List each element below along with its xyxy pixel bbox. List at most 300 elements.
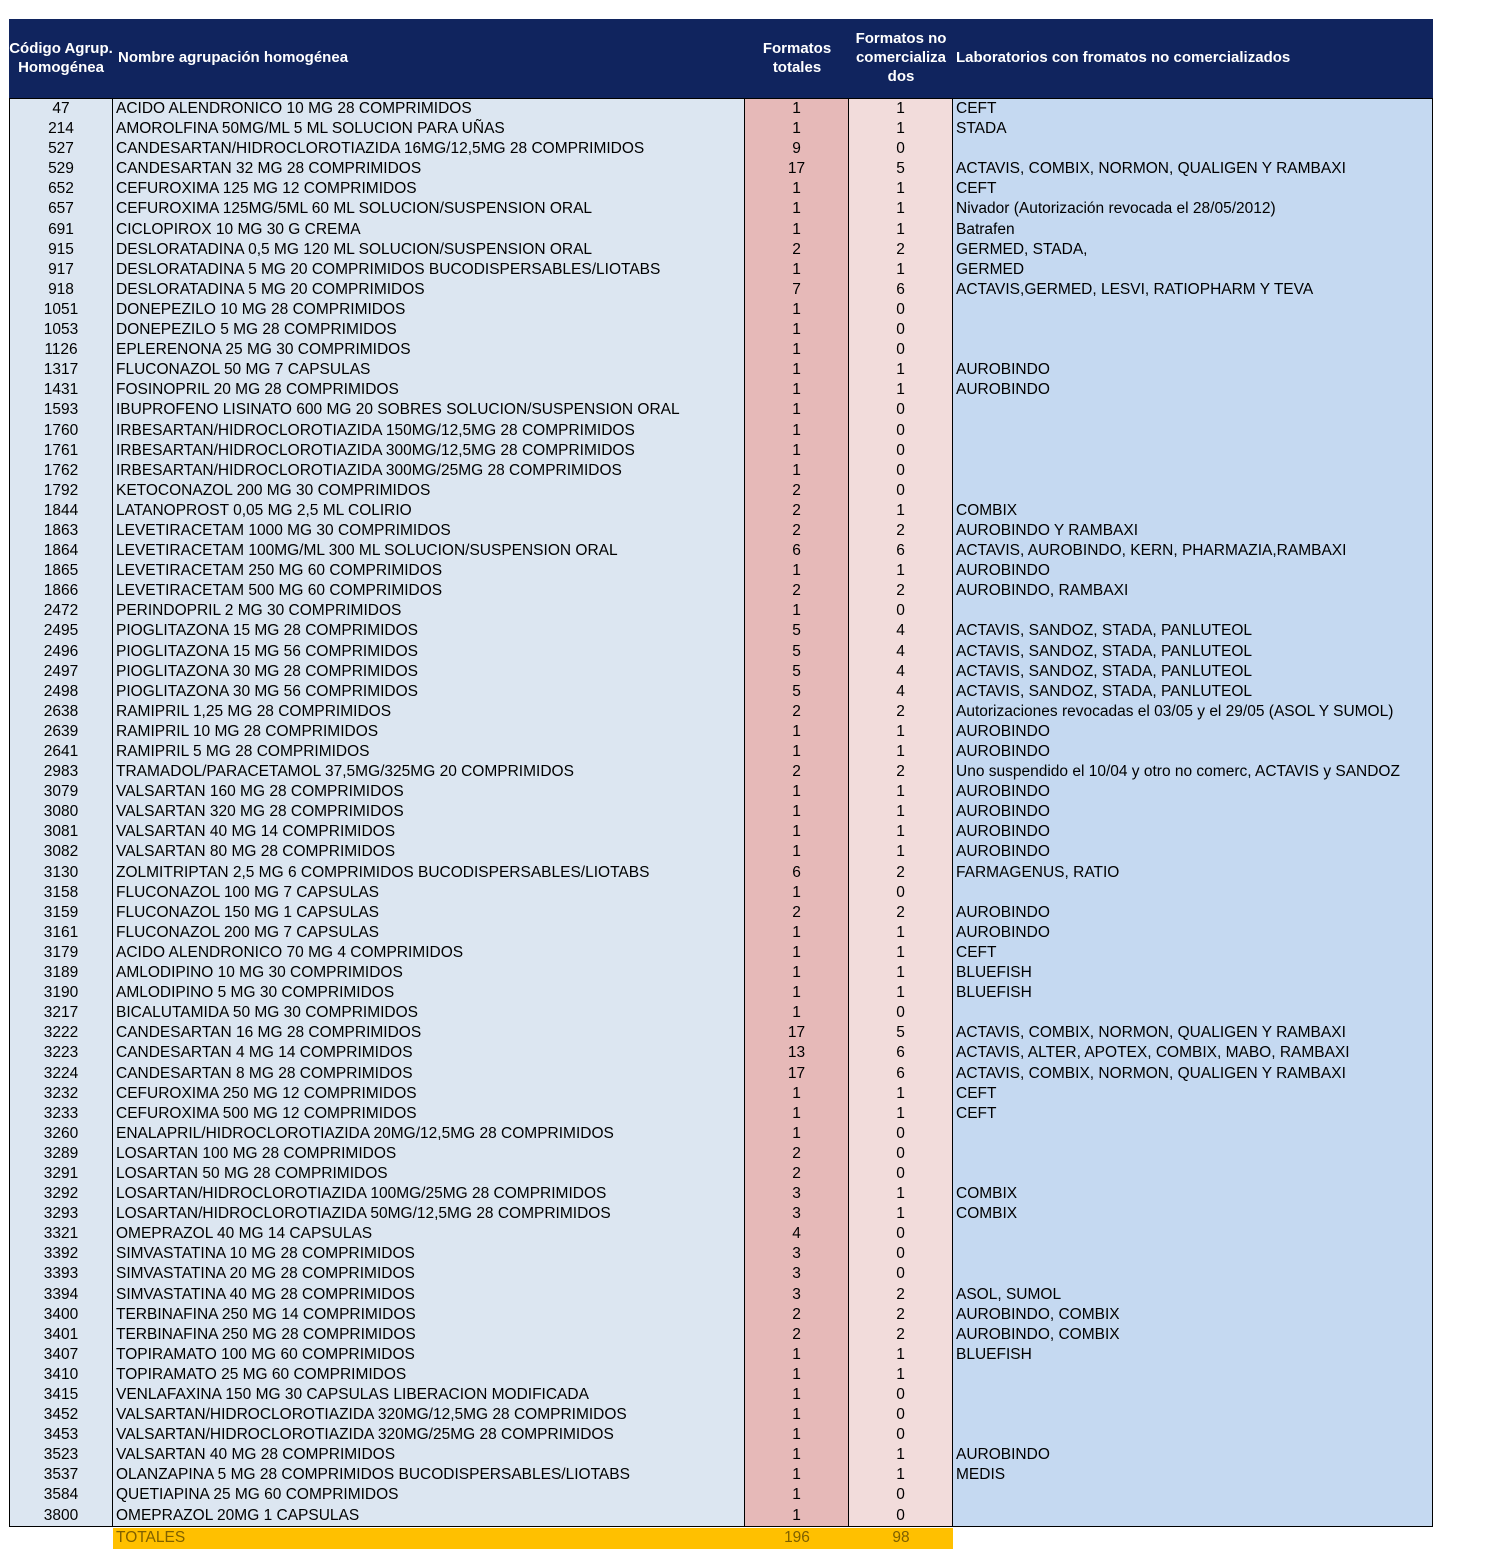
- cell-labs: STADA: [953, 119, 1432, 139]
- cell-total-formats: 1: [745, 1425, 849, 1445]
- cell-name: LOSARTAN 50 MG 28 COMPRIMIDOS: [113, 1164, 745, 1184]
- cell-total-formats: 1: [745, 400, 849, 420]
- cell-name: LEVETIRACETAM 1000 MG 30 COMPRIMIDOS: [113, 521, 745, 541]
- cell-code: 3537: [10, 1465, 113, 1485]
- cell-total-formats: 17: [745, 159, 849, 179]
- cell-name: OMEPRAZOL 20MG 1 CAPSULAS: [113, 1506, 745, 1526]
- cell-noncommercial-formats: 6: [849, 1064, 953, 1084]
- cell-labs: CEFT: [953, 179, 1432, 199]
- totals-row: [113, 1528, 953, 1549]
- cell-code: 3080: [10, 802, 113, 822]
- cell-noncommercial-formats: 6: [849, 1043, 953, 1063]
- cell-noncommercial-formats: 0: [849, 139, 953, 159]
- cell-labs: CEFT: [953, 943, 1432, 963]
- table-row: [10, 1244, 1432, 1264]
- cell-name: KETOCONAZOL 200 MG 30 COMPRIMIDOS: [113, 481, 745, 501]
- cell-noncommercial-formats: 1: [849, 119, 953, 139]
- cell-code: 3394: [10, 1285, 113, 1305]
- table-row: [10, 1104, 1432, 1124]
- cell-labs: ASOL, SUMOL: [953, 1285, 1432, 1305]
- cell-labs: [953, 421, 1432, 441]
- cell-noncommercial-formats: 2: [849, 903, 953, 923]
- cell-code: 2983: [10, 762, 113, 782]
- cell-code: 2496: [10, 642, 113, 662]
- cell-name: CEFUROXIMA 500 MG 12 COMPRIMIDOS: [113, 1104, 745, 1124]
- cell-total-formats: 1: [745, 601, 849, 621]
- cell-total-formats: 1: [745, 260, 849, 280]
- cell-noncommercial-formats: 0: [849, 461, 953, 481]
- cell-total-formats: 5: [745, 642, 849, 662]
- cell-noncommercial-formats: 0: [849, 441, 953, 461]
- cell-labs: AUROBINDO: [953, 842, 1432, 862]
- cell-noncommercial-formats: 0: [849, 1164, 953, 1184]
- cell-total-formats: 2: [745, 702, 849, 722]
- cell-noncommercial-formats: 4: [849, 642, 953, 662]
- table-row: [10, 521, 1432, 541]
- cell-name: BICALUTAMIDA 50 MG 30 COMPRIMIDOS: [113, 1003, 745, 1023]
- table-row: [10, 923, 1432, 943]
- table-row: [10, 601, 1432, 621]
- table-row: [10, 1164, 1432, 1184]
- table-row: [10, 1365, 1432, 1385]
- cell-name: LEVETIRACETAM 250 MG 60 COMPRIMIDOS: [113, 561, 745, 581]
- cell-code: 3800: [10, 1506, 113, 1526]
- cell-code: 691: [10, 220, 113, 240]
- cell-labs: Batrafen: [953, 220, 1432, 240]
- cell-total-formats: 1: [745, 360, 849, 380]
- cell-name: LATANOPROST 0,05 MG 2,5 ML COLIRIO: [113, 501, 745, 521]
- cell-total-formats: 1: [745, 1124, 849, 1144]
- cell-code: 3392: [10, 1244, 113, 1264]
- cell-name: TOPIRAMATO 100 MG 60 COMPRIMIDOS: [113, 1345, 745, 1365]
- cell-total-formats: 1: [745, 923, 849, 943]
- cell-noncommercial-formats: 0: [849, 1003, 953, 1023]
- table-row: [10, 642, 1432, 662]
- cell-labs: [953, 1003, 1432, 1023]
- cell-code: 3189: [10, 963, 113, 983]
- cell-noncommercial-formats: 1: [849, 179, 953, 199]
- cell-labs: [953, 1124, 1432, 1144]
- table-row: [10, 400, 1432, 420]
- cell-code: 1317: [10, 360, 113, 380]
- cell-noncommercial-formats: 1: [849, 1365, 953, 1385]
- cell-noncommercial-formats: 1: [849, 1345, 953, 1365]
- cell-noncommercial-formats: 1: [849, 360, 953, 380]
- cell-noncommercial-formats: 1: [849, 802, 953, 822]
- cell-code: 3293: [10, 1204, 113, 1224]
- cell-noncommercial-formats: 1: [849, 983, 953, 1003]
- cell-noncommercial-formats: 1: [849, 923, 953, 943]
- cell-total-formats: 1: [745, 119, 849, 139]
- table-row: [10, 963, 1432, 983]
- cell-labs: ACTAVIS,GERMED, LESVI, RATIOPHARM Y TEVA: [953, 280, 1432, 300]
- cell-noncommercial-formats: 0: [849, 481, 953, 501]
- cell-name: VALSARTAN 40 MG 28 COMPRIMIDOS: [113, 1445, 745, 1465]
- cell-name: ACIDO ALENDRONICO 10 MG 28 COMPRIMIDOS: [113, 99, 745, 119]
- cell-code: 2497: [10, 662, 113, 682]
- cell-labs: ACTAVIS, SANDOZ, STADA, PANLUTEOL: [953, 642, 1432, 662]
- table-row: [10, 139, 1432, 159]
- cell-code: 3407: [10, 1345, 113, 1365]
- cell-name: CANDESARTAN 32 MG 28 COMPRIMIDOS: [113, 159, 745, 179]
- table-row: [10, 762, 1432, 782]
- cell-total-formats: 3: [745, 1184, 849, 1204]
- table-row: [10, 561, 1432, 581]
- cell-total-formats: 1: [745, 1003, 849, 1023]
- cell-noncommercial-formats: 1: [849, 501, 953, 521]
- cell-total-formats: 1: [745, 1385, 849, 1405]
- cell-total-formats: 3: [745, 1204, 849, 1224]
- cell-name: AMOROLFINA 50MG/ML 5 ML SOLUCION PARA UÑAS: [113, 119, 745, 139]
- cell-labs: COMBIX: [953, 501, 1432, 521]
- table-row: [10, 1264, 1432, 1284]
- table-row: [10, 682, 1432, 702]
- cell-code: 3584: [10, 1485, 113, 1505]
- cell-noncommercial-formats: 1: [849, 1204, 953, 1224]
- cell-labs: Autorizaciones revocadas el 03/05 y el 29/05 (ASOL Y SUMOL): [953, 702, 1432, 722]
- cell-code: 1866: [10, 581, 113, 601]
- cell-noncommercial-formats: 0: [849, 1425, 953, 1445]
- cell-code: 3260: [10, 1124, 113, 1144]
- cell-name: TERBINAFINA 250 MG 14 COMPRIMIDOS: [113, 1305, 745, 1325]
- table-row: [10, 1305, 1432, 1325]
- cell-code: 3179: [10, 943, 113, 963]
- table-row: [10, 280, 1432, 300]
- cell-noncommercial-formats: 1: [849, 722, 953, 742]
- table-row: [10, 1184, 1432, 1204]
- cell-noncommercial-formats: 1: [849, 1445, 953, 1465]
- cell-total-formats: 1: [745, 1506, 849, 1526]
- cell-labs: [953, 1485, 1432, 1505]
- cell-total-formats: 2: [745, 481, 849, 501]
- table-row: [10, 1144, 1432, 1164]
- table-row: [10, 1506, 1432, 1526]
- cell-name: LEVETIRACETAM 100MG/ML 300 ML SOLUCION/SUSPENSION ORAL: [113, 541, 745, 561]
- table-row: [10, 320, 1432, 340]
- cell-noncommercial-formats: 2: [849, 1325, 953, 1345]
- cell-code: 3190: [10, 983, 113, 1003]
- cell-name: IRBESARTAN/HIDROCLOROTIAZIDA 300MG/25MG 28 COMPRIMIDOS: [113, 461, 745, 481]
- cell-noncommercial-formats: 0: [849, 400, 953, 420]
- table-row: [10, 1023, 1432, 1043]
- cell-name: RAMIPRIL 5 MG 28 COMPRIMIDOS: [113, 742, 745, 762]
- cell-labs: AUROBINDO: [953, 782, 1432, 802]
- cell-total-formats: 2: [745, 501, 849, 521]
- cell-name: ACIDO ALENDRONICO 70 MG 4 COMPRIMIDOS: [113, 943, 745, 963]
- cell-labs: [953, 400, 1432, 420]
- cell-labs: [953, 1244, 1432, 1264]
- cell-name: PERINDOPRIL 2 MG 30 COMPRIMIDOS: [113, 601, 745, 621]
- cell-noncommercial-formats: 1: [849, 1465, 953, 1485]
- cell-code: 527: [10, 139, 113, 159]
- table-row: [10, 159, 1432, 179]
- cell-noncommercial-formats: 5: [849, 159, 953, 179]
- cell-noncommercial-formats: 0: [849, 1264, 953, 1284]
- cell-labs: MEDIS: [953, 1465, 1432, 1485]
- table-row: [10, 1224, 1432, 1244]
- cell-total-formats: 1: [745, 300, 849, 320]
- cell-total-formats: 6: [745, 541, 849, 561]
- cell-noncommercial-formats: 1: [849, 99, 953, 119]
- cell-total-formats: 13: [745, 1043, 849, 1063]
- cell-labs: BLUEFISH: [953, 1345, 1432, 1365]
- cell-noncommercial-formats: 0: [849, 1485, 953, 1505]
- cell-labs: ACTAVIS, SANDOZ, STADA, PANLUTEOL: [953, 682, 1432, 702]
- cell-code: 1792: [10, 481, 113, 501]
- cell-total-formats: 1: [745, 99, 849, 119]
- cell-total-formats: 7: [745, 280, 849, 300]
- cell-name: FLUCONAZOL 50 MG 7 CAPSULAS: [113, 360, 745, 380]
- cell-name: DESLORATADINA 5 MG 20 COMPRIMIDOS BUCODISPERSABLES/LIOTABS: [113, 260, 745, 280]
- cell-noncommercial-formats: 2: [849, 581, 953, 601]
- cell-noncommercial-formats: 1: [849, 1084, 953, 1104]
- cell-name: SIMVASTATINA 10 MG 28 COMPRIMIDOS: [113, 1244, 745, 1264]
- cell-name: RAMIPRIL 10 MG 28 COMPRIMIDOS: [113, 722, 745, 742]
- cell-name: VALSARTAN 80 MG 28 COMPRIMIDOS: [113, 842, 745, 862]
- cell-code: 47: [10, 99, 113, 119]
- table-row: [10, 240, 1432, 260]
- cell-name: PIOGLITAZONA 15 MG 28 COMPRIMIDOS: [113, 621, 745, 641]
- cell-total-formats: 2: [745, 903, 849, 923]
- cell-name: FLUCONAZOL 150 MG 1 CAPSULAS: [113, 903, 745, 923]
- cell-total-formats: 1: [745, 722, 849, 742]
- cell-labs: ACTAVIS, COMBIX, NORMON, QUALIGEN Y RAMBAXI: [953, 1023, 1432, 1043]
- table-row: [10, 1003, 1432, 1023]
- cell-name: VALSARTAN/HIDROCLOROTIAZIDA 320MG/25MG 28 COMPRIMIDOS: [113, 1425, 745, 1445]
- cell-name: DESLORATADINA 0,5 MG 120 ML SOLUCION/SUSPENSION ORAL: [113, 240, 745, 260]
- cell-labs: AUROBINDO: [953, 1445, 1432, 1465]
- cell-total-formats: 6: [745, 863, 849, 883]
- cell-noncommercial-formats: 5: [849, 1023, 953, 1043]
- cell-noncommercial-formats: 4: [849, 621, 953, 641]
- cell-name: VALSARTAN 320 MG 28 COMPRIMIDOS: [113, 802, 745, 822]
- cell-code: 2498: [10, 682, 113, 702]
- cell-total-formats: 4: [745, 1224, 849, 1244]
- cell-name: LEVETIRACETAM 500 MG 60 COMPRIMIDOS: [113, 581, 745, 601]
- cell-total-formats: 1: [745, 742, 849, 762]
- cell-total-formats: 1: [745, 220, 849, 240]
- cell-labs: ACTAVIS, COMBIX, NORMON, QUALIGEN Y RAMBAXI: [953, 1064, 1432, 1084]
- cell-labs: [953, 883, 1432, 903]
- cell-noncommercial-formats: 0: [849, 1224, 953, 1244]
- cell-name: CEFUROXIMA 125 MG 12 COMPRIMIDOS: [113, 179, 745, 199]
- cell-code: 652: [10, 179, 113, 199]
- table-row: [10, 1405, 1432, 1425]
- cell-name: CANDESARTAN 4 MG 14 COMPRIMIDOS: [113, 1043, 745, 1063]
- cell-labs: BLUEFISH: [953, 983, 1432, 1003]
- table-row: [10, 983, 1432, 1003]
- header-labs: Laboratorios con fromatos no comercializados: [956, 49, 1291, 67]
- table-row: [10, 1385, 1432, 1405]
- cell-name: CANDESARTAN 8 MG 28 COMPRIMIDOS: [113, 1064, 745, 1084]
- cell-total-formats: 5: [745, 662, 849, 682]
- cell-labs: GERMED: [953, 260, 1432, 280]
- cell-labs: Uno suspendido el 10/04 y otro no comerc, ACTAVIS y SANDOZ: [953, 762, 1432, 782]
- cell-name: CANDESARTAN/HIDROCLOROTIAZIDA 16MG/12,5MG 28 COMPRIMIDOS: [113, 139, 745, 159]
- cell-noncommercial-formats: 1: [849, 782, 953, 802]
- cell-noncommercial-formats: 1: [849, 963, 953, 983]
- cell-total-formats: 1: [745, 883, 849, 903]
- table-row: [10, 541, 1432, 561]
- cell-code: 1865: [10, 561, 113, 581]
- cell-noncommercial-formats: 1: [849, 380, 953, 400]
- table-row: [10, 742, 1432, 762]
- cell-labs: FARMAGENUS, RATIO: [953, 863, 1432, 883]
- cell-noncommercial-formats: 0: [849, 1405, 953, 1425]
- cell-labs: BLUEFISH: [953, 963, 1432, 983]
- cell-code: 3161: [10, 923, 113, 943]
- cell-total-formats: 1: [745, 842, 849, 862]
- cell-code: 3401: [10, 1325, 113, 1345]
- totals-label: TOTALES: [116, 1529, 186, 1546]
- cell-labs: [953, 340, 1432, 360]
- cell-code: 3415: [10, 1385, 113, 1405]
- cell-labs: [953, 481, 1432, 501]
- cell-code: 3321: [10, 1224, 113, 1244]
- cell-noncommercial-formats: 2: [849, 762, 953, 782]
- cell-noncommercial-formats: 2: [849, 521, 953, 541]
- table-body: [9, 99, 1433, 1527]
- cell-code: 2639: [10, 722, 113, 742]
- cell-total-formats: 3: [745, 1285, 849, 1305]
- cell-labs: [953, 1385, 1432, 1405]
- cell-code: 915: [10, 240, 113, 260]
- cell-name: PIOGLITAZONA 15 MG 56 COMPRIMIDOS: [113, 642, 745, 662]
- table-row: [10, 1204, 1432, 1224]
- cell-code: 3289: [10, 1144, 113, 1164]
- cell-labs: AUROBINDO: [953, 923, 1432, 943]
- cell-name: AMLODIPINO 10 MG 30 COMPRIMIDOS: [113, 963, 745, 983]
- cell-code: 2641: [10, 742, 113, 762]
- cell-name: RAMIPRIL 1,25 MG 28 COMPRIMIDOS: [113, 702, 745, 722]
- cell-name: CANDESARTAN 16 MG 28 COMPRIMIDOS: [113, 1023, 745, 1043]
- cell-labs: GERMED, STADA,: [953, 240, 1432, 260]
- table-row: [10, 842, 1432, 862]
- cell-labs: [953, 441, 1432, 461]
- table-row: [10, 99, 1432, 119]
- cell-code: 3452: [10, 1405, 113, 1425]
- header-code: Código Agrup. Homogénea: [9, 39, 113, 76]
- cell-noncommercial-formats: 0: [849, 320, 953, 340]
- cell-total-formats: 1: [745, 320, 849, 340]
- cell-code: 3158: [10, 883, 113, 903]
- cell-code: 3081: [10, 822, 113, 842]
- cell-noncommercial-formats: 1: [849, 260, 953, 280]
- cell-name: OLANZAPINA 5 MG 28 COMPRIMIDOS BUCODISPERSABLES/LIOTABS: [113, 1465, 745, 1485]
- cell-total-formats: 2: [745, 521, 849, 541]
- cell-labs: [953, 1506, 1432, 1526]
- cell-total-formats: 1: [745, 802, 849, 822]
- cell-code: 1762: [10, 461, 113, 481]
- cell-code: 1844: [10, 501, 113, 521]
- cell-code: 918: [10, 280, 113, 300]
- table-row: [10, 782, 1432, 802]
- totals-noncommercial-formats: 98: [892, 1529, 910, 1546]
- cell-code: 657: [10, 199, 113, 219]
- cell-total-formats: 1: [745, 461, 849, 481]
- cell-total-formats: 2: [745, 1305, 849, 1325]
- cell-name: CICLOPIROX 10 MG 30 G CREMA: [113, 220, 745, 240]
- table-row: [10, 722, 1432, 742]
- cell-code: 2472: [10, 601, 113, 621]
- header-noncommercial-formats: Formatos no comercializa dos: [855, 30, 947, 85]
- cell-name: LOSARTAN/HIDROCLOROTIAZIDA 100MG/25MG 28 COMPRIMIDOS: [113, 1184, 745, 1204]
- cell-code: 1761: [10, 441, 113, 461]
- cell-code: 3217: [10, 1003, 113, 1023]
- cell-total-formats: 1: [745, 1345, 849, 1365]
- cell-total-formats: 5: [745, 621, 849, 641]
- cell-labs: ACTAVIS, COMBIX, NORMON, QUALIGEN Y RAMBAXI: [953, 159, 1432, 179]
- table-row: [10, 481, 1432, 501]
- table-row: [10, 1325, 1432, 1345]
- table-row: [10, 1445, 1432, 1465]
- cell-noncommercial-formats: 6: [849, 280, 953, 300]
- cell-labs: AUROBINDO: [953, 822, 1432, 842]
- cell-noncommercial-formats: 0: [849, 883, 953, 903]
- totals-total-formats: 196: [784, 1529, 810, 1546]
- cell-noncommercial-formats: 1: [849, 1184, 953, 1204]
- cell-labs: AUROBINDO Y RAMBAXI: [953, 521, 1432, 541]
- cell-noncommercial-formats: 0: [849, 1385, 953, 1405]
- cell-total-formats: 1: [745, 340, 849, 360]
- cell-labs: [953, 320, 1432, 340]
- cell-labs: [953, 601, 1432, 621]
- table-row: [10, 1485, 1432, 1505]
- cell-noncommercial-formats: 2: [849, 1285, 953, 1305]
- cell-code: 1051: [10, 300, 113, 320]
- cell-noncommercial-formats: 4: [849, 682, 953, 702]
- cell-labs: AUROBINDO: [953, 561, 1432, 581]
- cell-name: CEFUROXIMA 250 MG 12 COMPRIMIDOS: [113, 1084, 745, 1104]
- cell-name: DONEPEZILO 5 MG 28 COMPRIMIDOS: [113, 320, 745, 340]
- cell-total-formats: 1: [745, 421, 849, 441]
- cell-noncommercial-formats: 2: [849, 240, 953, 260]
- cell-name: VALSARTAN 160 MG 28 COMPRIMIDOS: [113, 782, 745, 802]
- cell-labs: CEFT: [953, 1104, 1432, 1124]
- cell-labs: AUROBINDO, RAMBAXI: [953, 581, 1432, 601]
- cell-total-formats: 2: [745, 581, 849, 601]
- cell-noncommercial-formats: 2: [849, 863, 953, 883]
- table-row: [10, 943, 1432, 963]
- table-row: [10, 380, 1432, 400]
- table-row: [10, 360, 1432, 380]
- cell-name: FOSINOPRIL 20 MG 28 COMPRIMIDOS: [113, 380, 745, 400]
- cell-total-formats: 1: [745, 441, 849, 461]
- cell-code: 1760: [10, 421, 113, 441]
- cell-total-formats: 1: [745, 179, 849, 199]
- cell-total-formats: 1: [745, 1405, 849, 1425]
- table-row: [10, 1064, 1432, 1084]
- cell-code: 3233: [10, 1104, 113, 1124]
- cell-labs: [953, 1425, 1432, 1445]
- cell-code: 1863: [10, 521, 113, 541]
- cell-total-formats: 1: [745, 983, 849, 1003]
- cell-code: 917: [10, 260, 113, 280]
- cell-noncommercial-formats: 1: [849, 842, 953, 862]
- cell-noncommercial-formats: 0: [849, 1244, 953, 1264]
- cell-total-formats: 2: [745, 1144, 849, 1164]
- cell-noncommercial-formats: 4: [849, 662, 953, 682]
- cell-code: 3159: [10, 903, 113, 923]
- cell-total-formats: 1: [745, 1445, 849, 1465]
- table-row: [10, 461, 1432, 481]
- cell-labs: [953, 461, 1432, 481]
- cell-noncommercial-formats: 0: [849, 1124, 953, 1144]
- table-row: [10, 903, 1432, 923]
- table-row: [10, 702, 1432, 722]
- cell-labs: AUROBINDO: [953, 802, 1432, 822]
- cell-noncommercial-formats: 2: [849, 1305, 953, 1325]
